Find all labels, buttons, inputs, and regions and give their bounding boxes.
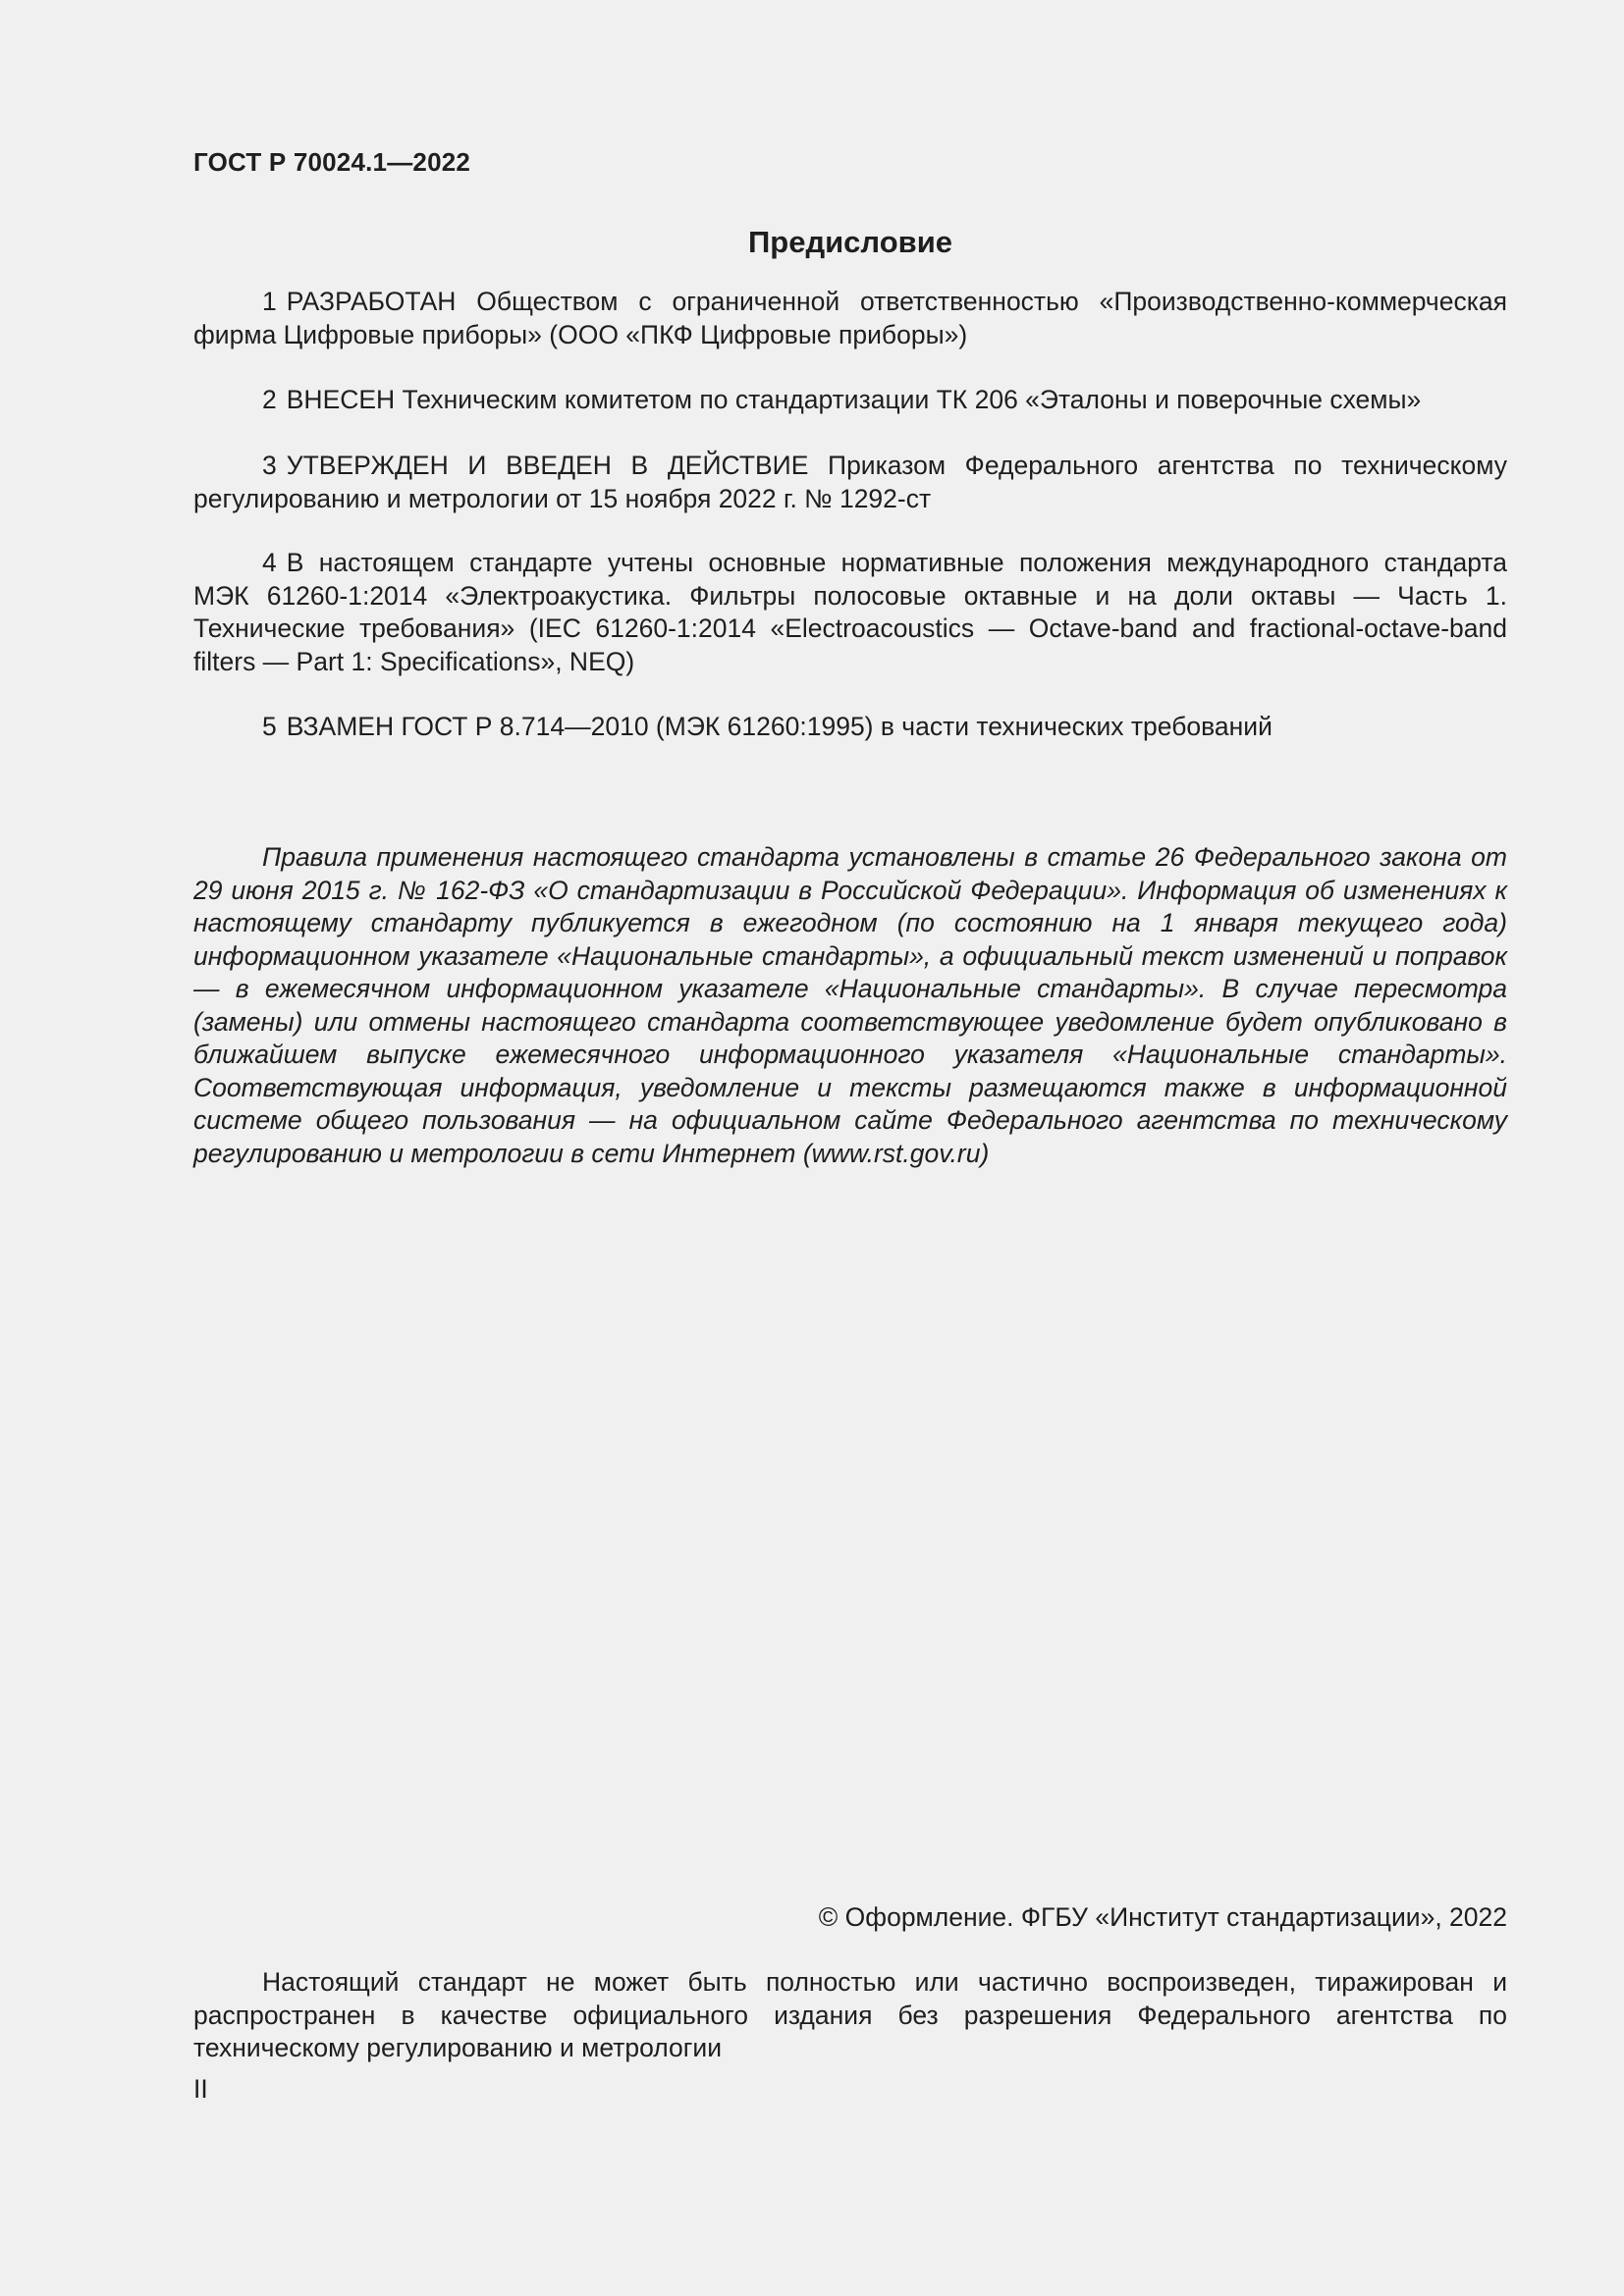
document-code: ГОСТ Р 70024.1—2022 — [193, 147, 471, 177]
preface-item-number: 5 — [262, 712, 277, 741]
preface-item-3 — [193, 450, 1507, 515]
preface-item-text: РАЗРАБОТАН Обществом с ограниченной ответственностью «Производственно-коммерческая фирма Цифровые приборы» (ООО «ПКФ Цифровые приборы») — [193, 287, 1507, 349]
rules-note: Правила применения настоящего стандарта установлены в статье 26 Федерального закона от 29 июня 2015 г. № 162-ФЗ «О стандартизации в Российской Федерации». Информация об изменениях к настоящему стандарту публикуется в ежегодном (по состоянию на 1 января текущего года) информационном указателе «Национальные стандарты», а официальный текст изменений и поправок — в ежемесячном информационном указателе «Национальные стандарты». В случае пересмотра (замены) или отмены настоящего стандарта соответствующее уведомление будет опубликовано в ближайшем выпуске ежемесячного информационного указателя «Национальные стандарты». Соответствующая информация, уведомление и тексты размещаются также в информационной системе общего пользования — на официальном сайте Федерального агентства по техническому регулированию и метрологии в сети Интернет (www.rst.gov.ru) — [193, 842, 1507, 1168]
preface-title: Предисловие — [747, 225, 952, 259]
preface-item-number: 2 — [262, 385, 277, 414]
reproduction-notice: Настоящий стандарт не может быть полностью или частично воспроизведен, тиражирован и распространен в качестве официального издания без разрешения Федерального агентства по техническому регулированию и метрологии — [193, 1967, 1507, 2062]
copyright-notice: © Оформление. ФГБУ «Институт стандартизации», 2022 — [818, 1902, 1507, 1932]
preface-item-number: 3 — [262, 451, 277, 480]
preface-item-2 — [193, 384, 1507, 417]
preface-item-number: 1 — [262, 287, 277, 316]
preface-item-1 — [193, 286, 1507, 351]
preface-item-5 — [193, 711, 1507, 744]
preface-item-text: ВЗАМЕН ГОСТ Р 8.714—2010 (МЭК 61260:1995) в части технических требований — [286, 712, 1272, 741]
preface-item-text: В настоящем стандарте учтены основные нормативные положения международного стандарта МЭК 61260-1:2014 «Электроакустика. Фильтры полосовые октавные и на доли октавы — Часть 1. Технические требования» (IEC 61260-1:2014 «Electroacoustics — Octave-band and fractional-octave-band filters — Part 1: Specifications», NEQ) — [193, 548, 1507, 676]
page-number: II — [193, 2074, 208, 2104]
preface-item-4 — [193, 547, 1507, 678]
preface-item-text: УТВЕРЖДЕН И ВВЕДЕН В ДЕЙСТВИЕ Приказом Федерального агентства по техническому регулированию и метрологии от 15 ноября 2022 г. № 1292-ст — [193, 451, 1507, 513]
preface-item-text: ВНЕСЕН Техническим комитетом по стандартизации ТК 206 «Эталоны и поверочные схемы» — [286, 385, 1422, 414]
preface-item-number: 4 — [262, 548, 277, 577]
